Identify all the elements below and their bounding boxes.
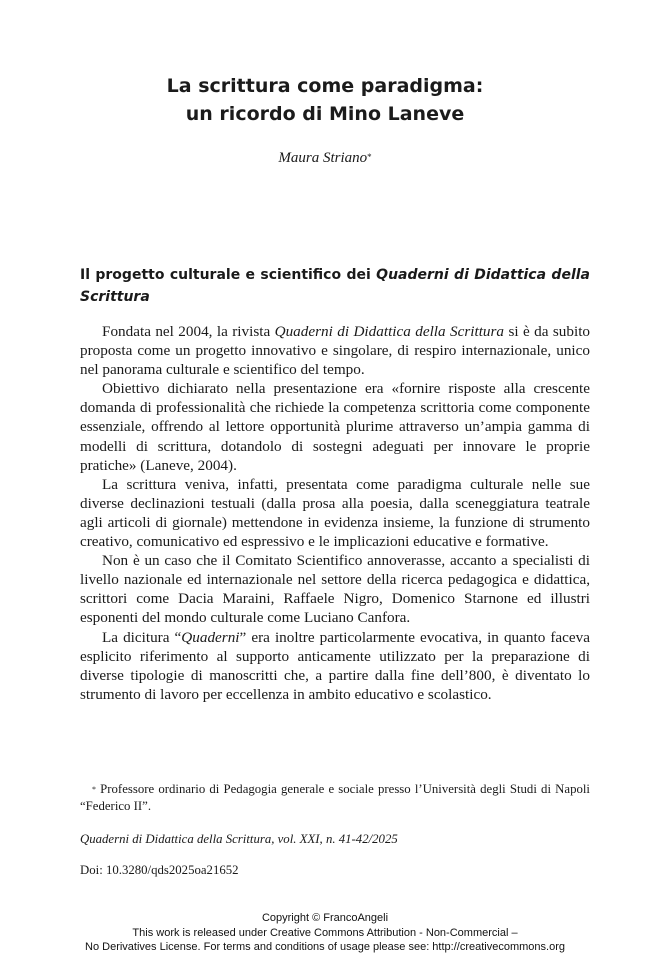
paragraph-5 <box>80 628 590 704</box>
section-heading-prefix: Il progetto culturale e scientifico dei <box>80 267 377 283</box>
paragraph-1-text-a: Fondata nel 2004, la rivista <box>102 323 275 340</box>
paragraph-5-text-b: ” era inoltre particolarmente evocativa, in quanto faceva esplicito riferimento al supporto anticamente utilizzato per la preparazione di diverse tipologie di manoscritti che, a partire dalla fine dell’800, è diventato lo strumento di lavoro per eccellenza in ambito educativo e scolastico. <box>80 628 590 703</box>
paper-title <box>40 72 610 128</box>
license-notice <box>0 911 650 955</box>
paragraph-5-italic: Quaderni <box>181 628 240 646</box>
paragraph-1-journal: Quaderni di Didattica della Scrittura <box>274 323 505 340</box>
section-heading-journal: Quaderni di Didattica della Scrittura <box>80 267 590 305</box>
footnote <box>80 781 590 815</box>
body-text <box>80 322 590 704</box>
title-line-2: un ricordo di Mino Laneve <box>185 103 465 125</box>
section-heading <box>80 264 590 308</box>
paragraph-4: Non è un caso che il Comitato Scientifico annoverasse, accanto a specialisti di livello nazionale ed internazionale nel settore della ricerca pedagogica e didattica, scrittori come Dacia Maraini, Raffaele Nigro, Domenico Starnone ed illustri esponenti del mondo culturale come Luciano Canfora. <box>80 552 590 627</box>
paragraph-2: Obiettivo dichiarato nella presentazione era «fornire risposte alla crescente domanda di professionalità che richiede la competenza scrittoria come componente essenziale, offrendo al lettore opportunità plurime attraverso un’ampia gamma di modelli di scrittura, dotandolo di sostegni adeguati per innovare le proprie pratiche» (Laneve, 2004). <box>80 380 590 474</box>
author-line <box>40 148 610 168</box>
author-footnote-mark: * <box>367 152 372 162</box>
footnote-text: Professore ordinario di Pedagogia generale e sociale presso l’Università degli Studi di Napoli “Federico II”. <box>80 782 590 813</box>
paragraph-1 <box>80 322 590 379</box>
journal-reference: Quaderni di Didattica della Scrittura, vol. XXI, n. 41-42/2025 <box>80 832 398 846</box>
footnote-mark: * <box>92 785 96 794</box>
paragraph-3: La scrittura veniva, infatti, presentata come paradigma culturale nelle sue diverse declinazioni testuali (dalla prosa alla poesia, dalla sceneggiatura teatrale agli articoli di giornale) mettendone in evidenza insieme, la funzione di strumento creativo, comunicativo ed espressivo e le implicazioni educative e formative. <box>80 475 590 551</box>
license-line-3: No Derivatives License. For terms and conditions of usage please see: http://creativecommons.org <box>85 941 565 953</box>
copyright-line: Copyright © FrancoAngeli <box>261 912 389 924</box>
paragraph-5-text-a: La dicitura “ <box>102 628 182 646</box>
paragraph-1-text-b: si è da subito proposta come un progetto innovativo e singolare, di respiro internazionale, unico nel panorama culturale e scientifico del tempo. <box>80 323 591 379</box>
doi: Doi: 10.3280/qds2025oa21652 <box>80 863 239 877</box>
author-name: Maura Striano <box>278 150 368 166</box>
title-line-1: La scrittura come paradigma: <box>166 75 484 97</box>
license-line-2: This work is released under Creative Commons Attribution - Non-Commercial – <box>132 926 518 939</box>
